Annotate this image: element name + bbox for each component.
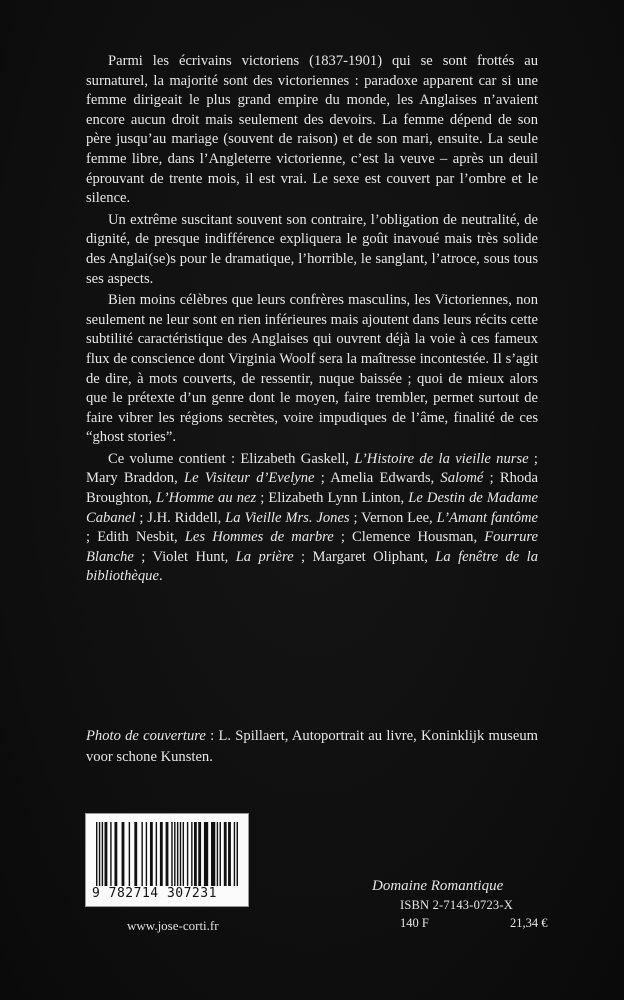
contents-separator: ; — [256, 490, 269, 507]
barcode-bar — [191, 822, 192, 886]
barcode-bars — [96, 822, 238, 886]
contents-title: Le Destin de Madame Cabanel — [86, 490, 538, 526]
blurb-paragraph-2: Un extrême suscitant souvent son contraire, l’obligation de neutralité, de dignité, de presque indifférence expliquera le goût inavoué mais très solide des Anglai(se)s pour le dramatique, l’horrible, le sanglant, l’atroce, sous tous ses aspects. — [86, 211, 538, 287]
barcode-bar — [146, 822, 147, 886]
contents-author: Margaret Oliphant, — [312, 548, 436, 565]
barcode-bar — [110, 822, 111, 886]
barcode-bar — [171, 822, 172, 886]
price-euro: 21,34 € — [510, 916, 548, 930]
barcode-bar — [228, 822, 231, 886]
credit-text: : L. Spillaert, Autoportrait au livre, Koninklijk museum voor schone Kunsten. — [86, 728, 538, 765]
barcode-bar — [183, 822, 184, 886]
price-line — [372, 915, 572, 933]
barcode-bar — [156, 822, 157, 886]
contents-separator: ; — [135, 509, 148, 526]
contents-separator: ; — [333, 529, 353, 546]
contents-separator: ; — [349, 509, 362, 526]
contents-author: Clemence Housman, — [352, 529, 485, 546]
barcode-bar — [194, 822, 197, 886]
barcode-bar — [198, 822, 201, 886]
contents-separator: ; — [483, 470, 500, 487]
contents-items — [86, 451, 538, 585]
blurb-text — [86, 52, 538, 587]
barcode-bar — [160, 822, 163, 886]
contents-author: Mary Braddon, — [86, 470, 184, 487]
contents-title: La prière — [235, 548, 294, 565]
contents-title: La Vieille Mrs. Jones — [225, 509, 350, 526]
barcode-bar — [204, 822, 208, 886]
barcode-bar — [166, 822, 169, 886]
contents-separator: ; — [133, 548, 153, 565]
barcode-bar — [99, 822, 100, 886]
contents-separator: ; — [293, 548, 313, 565]
barcode-bar — [122, 822, 125, 886]
contents-separator: ; — [528, 450, 538, 467]
isbn-number: ISBN 2-7143-0723-X — [400, 898, 513, 912]
barcode-bar — [150, 822, 153, 886]
isbn-barcode — [85, 813, 249, 907]
collection-name: Domaine Romantique — [372, 878, 504, 894]
barcode-bar — [174, 822, 175, 886]
barcode-bar — [141, 822, 142, 886]
contents-title: L’Histoire de la vieille nurse — [354, 450, 529, 467]
barcode-bar — [102, 822, 103, 886]
cover-photo-credit — [86, 726, 538, 767]
contents-title: L’Amant fantôme — [436, 509, 539, 526]
contents-separator: ; — [314, 470, 331, 487]
barcode-bar — [177, 822, 178, 886]
contents-title: L’Homme au nez — [156, 490, 257, 507]
contents-author: Elizabeth Gaskell, — [240, 450, 355, 467]
blurb-paragraph-1: Parmi les écrivains victoriens (1837-1901) qui se sont frottés au surnaturel, la majorité sont des victoriennes : paradoxe apparent car si une femme dirigeait le plus grand empire du monde, les Anglaises n’avaient encore aucun droit mais seulement des devoirs. La femme dépend de son père jusqu’au mariage (souvent de raison) et de son mari, ensuite. La seule femme libre, dans l’Angleterre victorienne, c’est la veuve – après un deuil éprouvant de trente mois, il est vrai. Le sexe est couvert par l’ombre et le silence. — [86, 53, 538, 207]
contents-author: J.H. Riddell, — [147, 509, 226, 526]
contents-author: Amelia Edwards, — [330, 470, 441, 487]
contents-title: Le Visiteur d’Evelyne — [184, 470, 315, 487]
publisher-website: www.jose-corti.fr — [127, 918, 219, 933]
contents-title: La fenêtre de la bibliothèque — [86, 548, 538, 585]
barcode-bar — [96, 822, 97, 886]
barcode-bar — [234, 822, 235, 886]
contents-title: Salomé — [440, 470, 484, 487]
barcode-bar — [211, 822, 215, 886]
contents-intro: Ce volume contient : — [108, 450, 241, 467]
contents-title: Fourrure Blanche — [86, 529, 539, 565]
barcode-digits: 9 782714 307231 — [92, 886, 217, 901]
contents-separator: . — [158, 568, 163, 585]
credit-label: Photo de couverture — [86, 728, 206, 744]
barcode-bar — [134, 822, 137, 886]
contents-author: Elizabeth Lynn Linton, — [268, 490, 409, 507]
imprint-block — [372, 876, 572, 933]
contents-separator: ; — [86, 529, 98, 546]
barcode-bar — [220, 822, 221, 886]
contents-author: Rhoda Broughton, — [86, 470, 538, 507]
contents-author: Vernon Lee, — [361, 509, 437, 526]
contents-title: Les Hommes de marbre — [184, 529, 334, 546]
barcode-bar — [237, 822, 238, 886]
barcode-bar — [105, 822, 108, 886]
price-franc: 140 F — [400, 916, 429, 930]
contents-author: Violet Hunt, — [152, 548, 236, 565]
barcode-bar — [187, 822, 188, 886]
contents-author: Edith Nesbit, — [97, 529, 185, 546]
barcode-bar — [114, 822, 117, 886]
contents-paragraph — [86, 450, 538, 587]
blurb-paragraph-3: Bien moins célèbres que leurs confrères masculins, les Victoriennes, non seulement ne leur sont en rien inférieures mais ajoutent dans leurs récits cette subtilité caractéristique des Anglaises qui ouvrent déjà la voie à ces fameux flux de conscience dont Virginia Woolf sera la maîtresse incontestée. Il s’agit de dire, à mots couverts, de ressentir, nuque baissée ; quoi de mieux alors que le prétexte d’un genre dont le moyen, faire trembler, permet surtout de faire vibrer les régions secrètes, voire impudiques de l’âme, finalité de ces “ghost stories”. — [86, 292, 538, 446]
barcode-bar — [180, 822, 181, 886]
barcode-bar — [217, 822, 218, 886]
barcode-bar — [129, 822, 130, 886]
barcode-bar — [224, 822, 227, 886]
